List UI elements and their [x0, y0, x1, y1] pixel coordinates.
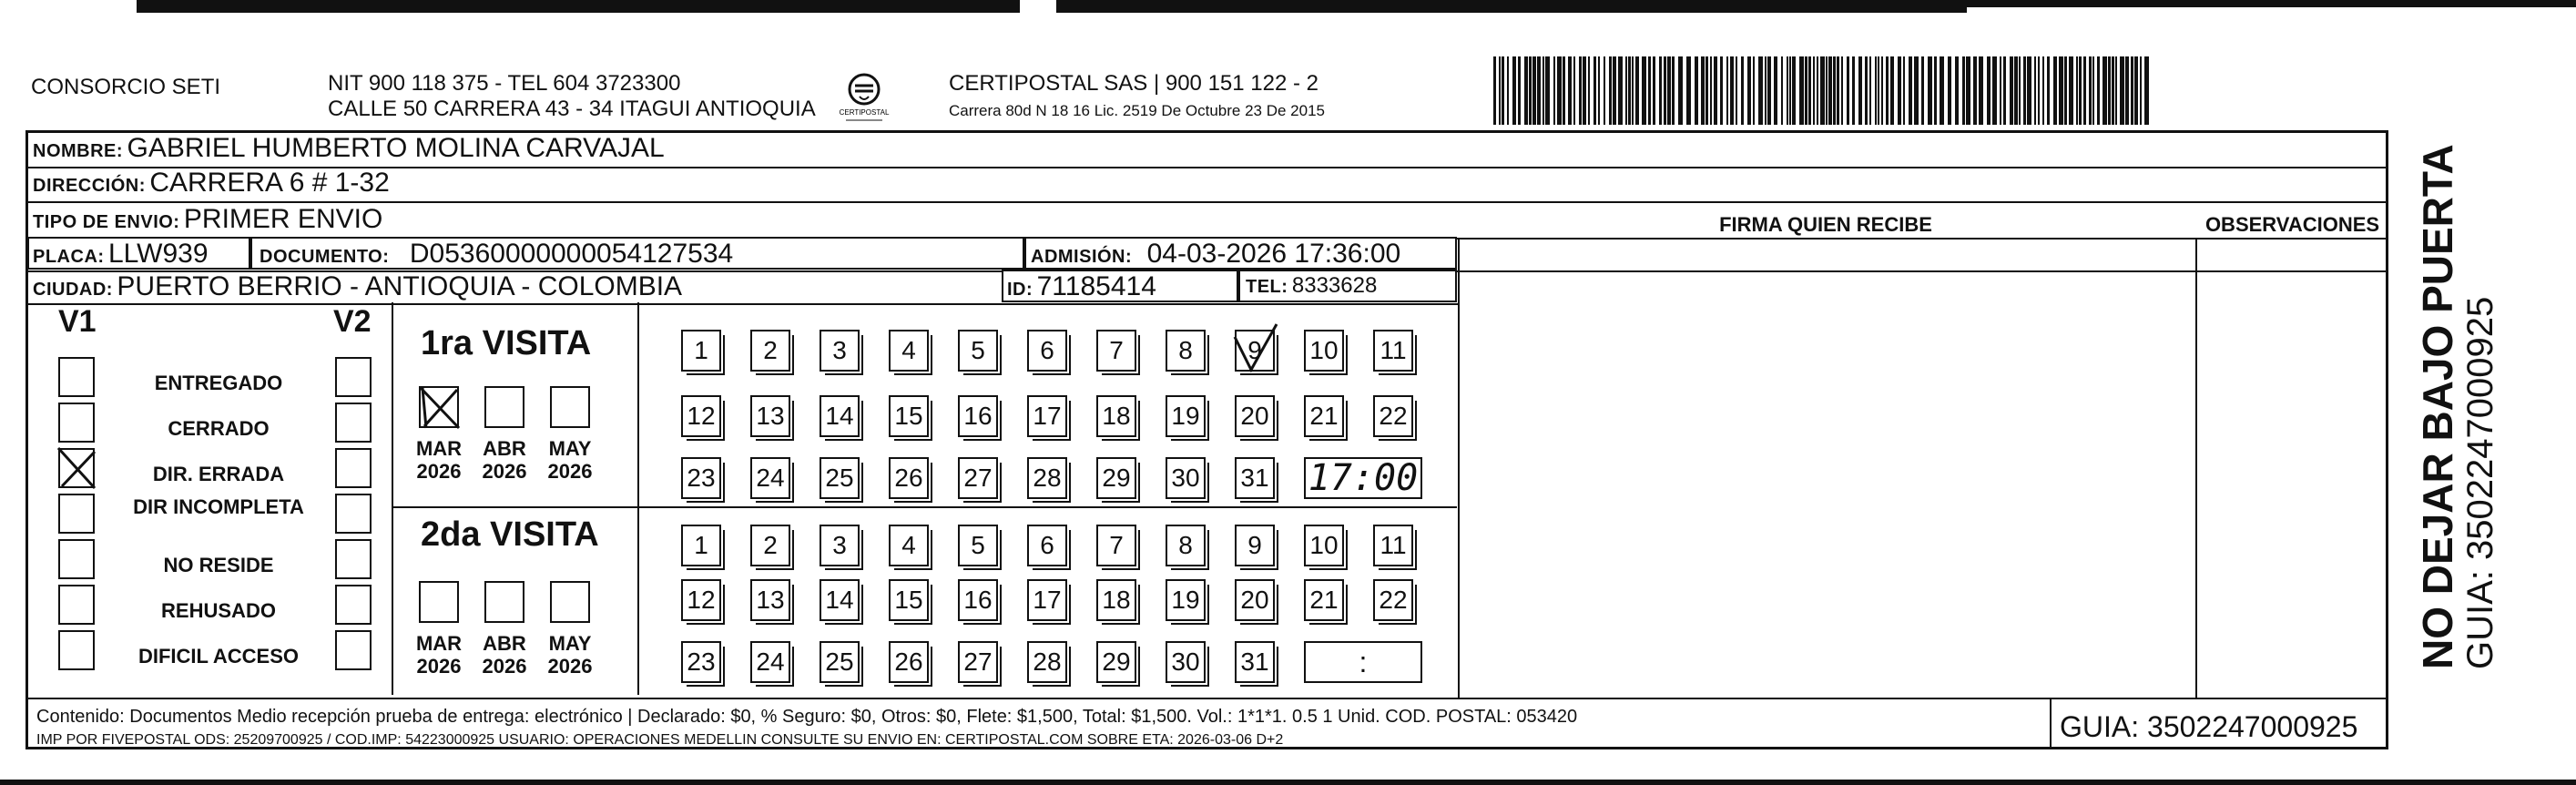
admision-row: [1031, 239, 1400, 270]
reason-label: DIR INCOMPLETA: [133, 495, 304, 518]
ciudad-value: PUERTO BERRIO - ANTIOQUIA - COLOMBIA: [117, 271, 683, 301]
v1-checkbox[interactable]: [58, 357, 95, 397]
barcode-bar: [1604, 56, 1605, 125]
day-checkbox[interactable]: 6: [1027, 330, 1067, 372]
barcode-bar: [1499, 56, 1501, 125]
barcode-bar: [1979, 56, 1983, 125]
v2-checkbox[interactable]: [335, 448, 372, 488]
barcode-bar: [2140, 56, 2142, 125]
id-label: ID:: [1007, 280, 1033, 300]
observaciones-header: OBSERVACIONES: [2204, 213, 2380, 236]
day-checkbox[interactable]: 14: [820, 395, 860, 437]
footer-contenido: Contenido: Documentos Medio recepción prueba de entrega: electrónico | Declarado: $0, % Seguro: $0, Otros: $0, Flete: $1,500, Total: $1,500. Vol.: 1*1*1. 0.5 1 Unid. COD. POSTAL: 053420: [36, 707, 1578, 727]
month-name: MAR: [415, 437, 463, 460]
placa-label: PLACA:: [33, 247, 105, 267]
barcode-bar: [2125, 56, 2129, 125]
barcode-bar: [1928, 56, 1932, 125]
day-checkbox[interactable]: 1: [681, 525, 721, 566]
barcode-bar: [1642, 56, 1646, 125]
barcode-bar: [1613, 56, 1616, 125]
v1-checkbox[interactable]: [58, 494, 95, 534]
month-checkbox[interactable]: [484, 386, 524, 428]
day-checkbox[interactable]: 11: [1373, 525, 1413, 566]
barcode-bar: [1512, 56, 1516, 125]
day-checkbox[interactable]: 4: [889, 525, 929, 566]
month-label: [477, 632, 532, 678]
barcode-bar: [1598, 56, 1600, 125]
ciudad-row: [33, 271, 682, 302]
barcode-bar: [1632, 56, 1634, 125]
barcode-bar: [2014, 56, 2018, 125]
day-checkbox[interactable]: 5: [958, 330, 998, 372]
barcode-bar: [1799, 56, 1804, 125]
barcode-bar: [1618, 56, 1623, 125]
barcode-bar: [2076, 56, 2078, 125]
month-name: MAY: [548, 437, 592, 460]
barcode-bar: [1557, 56, 1562, 125]
barcode-bar: [2134, 56, 2138, 125]
nombre-label: NOMBRE:: [33, 141, 124, 161]
day-checkbox[interactable]: 20: [1235, 579, 1275, 621]
firma-header: FIRMA QUIEN RECIBE: [1719, 213, 1932, 236]
nombre-row: [33, 133, 665, 164]
day-checkbox[interactable]: 12: [681, 579, 721, 621]
barcode-bar: [1869, 56, 1871, 125]
barcode-bar: [1973, 56, 1977, 125]
day-checkbox[interactable]: 27: [958, 457, 998, 499]
day-checkbox[interactable]: 26: [889, 641, 929, 683]
v2-checkbox[interactable]: [335, 630, 372, 670]
month-checkbox[interactable]: [550, 581, 590, 623]
barcode-bar: [1817, 56, 1818, 125]
barcode-bar: [1664, 56, 1666, 125]
day-checkbox[interactable]: 15: [889, 395, 929, 437]
barcode-bar: [1710, 56, 1712, 125]
day-checkbox[interactable]: 8: [1166, 525, 1206, 566]
month-checkbox[interactable]: [484, 581, 524, 623]
visit1-title: 1ra VISITA: [421, 324, 592, 362]
barcode-bar: [1653, 56, 1655, 125]
day-checkbox[interactable]: 31: [1235, 641, 1275, 683]
barcode-bar: [1826, 56, 1828, 125]
documento-label: DOCUMENTO:: [260, 247, 390, 267]
day-checkbox[interactable]: 30: [1166, 641, 1206, 683]
barcode-bar: [1573, 56, 1575, 125]
company-name: CONSORCIO SETI: [31, 75, 221, 99]
barcode-bar: [2069, 56, 2073, 125]
barcode-bar: [1847, 56, 1849, 125]
tipo-envio-label: TIPO DE ENVIO:: [33, 212, 180, 232]
id-value: 71185414: [1036, 271, 1156, 301]
barcode-bar: [1765, 56, 1767, 125]
barcode-bar: [1858, 56, 1862, 125]
certipostal-name: CERTIPOSTAL SAS | 900 151 122 - 2: [949, 71, 1319, 96]
barcode-bar: [2027, 56, 2031, 125]
barcode-bar: [2003, 56, 2006, 125]
day-checkbox[interactable]: 26: [889, 457, 929, 499]
barcode-bar: [1852, 56, 1855, 125]
ciudad-label: CIUDAD:: [33, 280, 113, 300]
barcode-bar: [1493, 56, 1496, 125]
barcode-bar: [2083, 56, 2086, 125]
v2-checkbox[interactable]: [335, 585, 372, 625]
barcode-bar: [1940, 56, 1944, 125]
month-year: 2026: [416, 460, 462, 483]
barcode-bar: [1667, 56, 1671, 125]
logo-text: CERTIPOSTAL: [839, 108, 890, 117]
tel-value: 8333628: [1291, 273, 1378, 298]
placa-row: [33, 239, 209, 270]
v1-checkbox[interactable]: [58, 403, 95, 443]
day-checkbox[interactable]: 2: [750, 330, 790, 372]
barcode-bar: [1532, 56, 1536, 125]
v2-header: V2: [333, 304, 372, 339]
barcode-bar: [1583, 56, 1586, 125]
barcode-bar: [1898, 56, 1901, 125]
barcode-bar: [2053, 56, 2057, 125]
day-checkbox[interactable]: 18: [1096, 395, 1136, 437]
barcode-bar: [1726, 56, 1728, 125]
day-checkbox[interactable]: 28: [1027, 641, 1067, 683]
barcode-bar: [1948, 56, 1951, 125]
month-year: 2026: [416, 655, 462, 678]
month-name: ABR: [483, 632, 526, 655]
day-checkbox[interactable]: 24: [750, 457, 790, 499]
barcode-bar: [1787, 56, 1788, 125]
day-checkbox[interactable]: 18: [1096, 579, 1136, 621]
day-checkbox[interactable]: 11: [1373, 330, 1413, 372]
v1-checkbox[interactable]: [58, 630, 95, 670]
barcode-bar: [1808, 56, 1811, 125]
barcode-bar: [1563, 56, 1565, 125]
day-checkbox[interactable]: 10: [1304, 330, 1344, 372]
barcode-bar: [2059, 56, 2063, 125]
barcode-bar: [1701, 56, 1705, 125]
day-checkbox[interactable]: 22: [1373, 395, 1413, 437]
barcode-bar: [1579, 56, 1582, 125]
barcode-bar: [2115, 56, 2117, 125]
barcode-bar: [1767, 56, 1771, 125]
barcode-bar: [2089, 56, 2092, 125]
day-checkbox[interactable]: 16: [958, 395, 998, 437]
barcode-bar: [2019, 56, 2021, 125]
day-checkbox[interactable]: 19: [1166, 579, 1206, 621]
v2-checkbox[interactable]: [335, 494, 372, 534]
reason-label: REHUSADO: [161, 599, 276, 622]
day-checkbox[interactable]: 4: [889, 330, 929, 372]
v1-header: V1: [58, 304, 97, 339]
direccion-row: [33, 168, 390, 199]
barcode-bar: [1635, 56, 1639, 125]
footer-imp: IMP POR FIVEPOSTAL ODS: 25209700925 / COD.IMP: 54223000925 USUARIO: OPERACIONES MEDELLIN CONSULTE SU ENVIO EN: CERTIPOSTAL.COM SOBRE ETA: 2026-03-06 D+2: [36, 732, 1284, 748]
barcode-bar: [1805, 56, 1807, 125]
month-checkbox[interactable]: [419, 581, 459, 623]
side-warning: NO DEJAR BAJO PUERTA: [2414, 144, 2461, 669]
barcode-bar: [1502, 56, 1504, 125]
month-name: MAR: [415, 632, 463, 655]
certipostal-logo: [832, 67, 896, 127]
barcode-bar: [1628, 56, 1631, 125]
v1-checkbox[interactable]: [58, 448, 95, 488]
barcode-bar: [1921, 56, 1924, 125]
barcode-bar: [1934, 56, 1937, 125]
barcode-bar: [1545, 56, 1550, 125]
barcode-bar: [1705, 56, 1708, 125]
barcode-bar: [1730, 56, 1734, 125]
day-checkbox[interactable]: 17: [1027, 395, 1067, 437]
barcode-bar: [1987, 56, 1991, 125]
documento-value: D05360000000054127534: [409, 239, 734, 269]
day-checkbox[interactable]: 1: [681, 330, 721, 372]
barcode: [1493, 56, 2149, 125]
barcode-bar: [1909, 56, 1912, 125]
day-checkbox[interactable]: 13: [750, 579, 790, 621]
barcode-bar: [1543, 56, 1544, 125]
barcode-bar: [2120, 56, 2124, 125]
day-checkbox[interactable]: 20: [1235, 395, 1275, 437]
day-checkbox[interactable]: 29: [1096, 641, 1136, 683]
barcode-bar: [2131, 56, 2133, 125]
time-field[interactable]: :: [1304, 641, 1422, 683]
day-checkbox[interactable]: 25: [820, 641, 860, 683]
day-checkbox[interactable]: 23: [681, 457, 721, 499]
barcode-bar: [1741, 56, 1744, 125]
v2-checkbox[interactable]: [335, 403, 372, 443]
reason-label: DIR. ERRADA: [152, 463, 285, 485]
day-checkbox[interactable]: 2: [750, 525, 790, 566]
barcode-bar: [2010, 56, 2013, 125]
barcode-bar: [1962, 56, 1965, 125]
day-checkbox[interactable]: 28: [1027, 457, 1067, 499]
day-checkbox[interactable]: 3: [820, 525, 860, 566]
day-checkbox[interactable]: 21: [1304, 579, 1344, 621]
v2-checkbox[interactable]: [335, 357, 372, 397]
barcode-bar: [2079, 56, 2082, 125]
day-checkbox[interactable]: 12: [681, 395, 721, 437]
admision-label: ADMISIÓN:: [1031, 247, 1133, 267]
day-checkbox[interactable]: 9: [1235, 525, 1275, 566]
direccion-value: CARRERA 6 # 1-32: [149, 168, 390, 198]
day-checkbox[interactable]: 23: [681, 641, 721, 683]
barcode-bar: [1678, 56, 1683, 125]
day-checkbox[interactable]: 6: [1027, 525, 1067, 566]
barcode-bar: [1609, 56, 1612, 125]
barcode-bar: [1593, 56, 1596, 125]
barcode-bar: [1865, 56, 1868, 125]
month-label: [543, 632, 597, 678]
barcode-bar: [2042, 56, 2044, 125]
day-checkbox[interactable]: 25: [820, 457, 860, 499]
barcode-bar: [1792, 56, 1796, 125]
barcode-bar: [1568, 56, 1572, 125]
barcode-bar: [1828, 56, 1832, 125]
bottom-border-bar: [0, 780, 2576, 785]
barcode-bar: [1841, 56, 1843, 125]
barcode-bar: [2112, 56, 2114, 125]
day-checkbox[interactable]: 27: [958, 641, 998, 683]
month-checkbox[interactable]: [419, 386, 459, 428]
v1-checkbox[interactable]: [58, 539, 95, 579]
barcode-bar: [1648, 56, 1651, 125]
barcode-bar: [1672, 56, 1675, 125]
barcode-bar: [1758, 56, 1763, 125]
day-checkbox[interactable]: 7: [1096, 330, 1136, 372]
barcode-bar: [1625, 56, 1627, 125]
barcode-bar: [1720, 56, 1723, 125]
tipo-envio-row: [33, 204, 382, 235]
barcode-bar: [1537, 56, 1541, 125]
barcode-bar: [1955, 56, 1959, 125]
reason-label: ENTREGADO: [154, 372, 283, 394]
reason-label: CERRADO: [168, 417, 270, 440]
barcode-bar: [1992, 56, 1997, 125]
barcode-bar: [2092, 56, 2094, 125]
documento-row: [260, 239, 733, 270]
month-checkbox[interactable]: [550, 386, 590, 428]
barcode-bar: [2000, 56, 2001, 125]
barcode-bar: [1886, 56, 1889, 125]
month-year: 2026: [547, 460, 593, 483]
placa-value: LLW939: [108, 239, 209, 269]
day-checkbox[interactable]: 3: [820, 330, 860, 372]
barcode-bar: [1813, 56, 1815, 125]
barcode-bar: [1588, 56, 1590, 125]
day-checkbox[interactable]: 9: [1235, 330, 1275, 372]
barcode-bar: [1686, 56, 1691, 125]
day-checkbox[interactable]: 8: [1166, 330, 1206, 372]
day-checkbox[interactable]: 14: [820, 579, 860, 621]
tel-label: TEL:: [1246, 277, 1288, 297]
barcode-bar: [2038, 56, 2040, 125]
nombre-value: GABRIEL HUMBERTO MOLINA CARVAJAL: [127, 133, 665, 163]
day-checkbox[interactable]: 30: [1166, 457, 1206, 499]
barcode-bar: [1553, 56, 1555, 125]
day-checkbox[interactable]: 15: [889, 579, 929, 621]
divider-checklist: [392, 302, 393, 695]
barcode-bar: [1529, 56, 1532, 125]
direccion-label: DIRECCIÓN:: [33, 176, 146, 196]
day-checkbox[interactable]: 13: [750, 395, 790, 437]
tipo-envio-value: PRIMER ENVIO: [183, 204, 383, 234]
barcode-bar: [1789, 56, 1791, 125]
day-checkbox[interactable]: 19: [1166, 395, 1206, 437]
month-name: ABR: [483, 437, 526, 460]
barcode-bar: [1820, 56, 1825, 125]
barcode-bar: [1781, 56, 1783, 125]
barcode-bar: [1518, 56, 1521, 125]
divider-visits: [392, 506, 1457, 508]
month-year: 2026: [482, 460, 527, 483]
side-guia: GUIA: 3502247000925: [2460, 296, 2500, 669]
barcode-bar: [2047, 56, 2050, 125]
day-checkbox[interactable]: 24: [750, 641, 790, 683]
footer-guia: GUIA: 3502247000925: [2060, 710, 2358, 743]
nit-line: NIT 900 118 375 - TEL 604 3723300: [328, 71, 681, 96]
top-border-bar: [0, 0, 2576, 13]
barcode-bar: [1914, 56, 1919, 125]
month-label: [543, 437, 597, 483]
month-label: [412, 437, 466, 483]
day-checkbox[interactable]: 17: [1027, 579, 1067, 621]
month-name: MAY: [548, 632, 592, 655]
barcode-bar: [2064, 56, 2067, 125]
side-text: [2415, 144, 2500, 669]
day-checkbox[interactable]: 5: [958, 525, 998, 566]
time-field[interactable]: 17:00: [1304, 457, 1422, 499]
barcode-bar: [1747, 56, 1751, 125]
divider-months: [637, 302, 639, 695]
barcode-bar: [2023, 56, 2026, 125]
barcode-bar: [1890, 56, 1894, 125]
day-checkbox[interactable]: 21: [1304, 395, 1344, 437]
day-checkbox[interactable]: 10: [1304, 525, 1344, 566]
barcode-bar: [1753, 56, 1755, 125]
barcode-bar: [2144, 56, 2149, 125]
barcode-bar: [1966, 56, 1970, 125]
month-year: 2026: [482, 655, 527, 678]
month-label: [412, 632, 466, 678]
id-row: [1007, 271, 1156, 302]
barcode-bar: [1878, 56, 1879, 125]
reason-label: DIFICIL ACCESO: [137, 645, 299, 668]
month-year: 2026: [547, 655, 593, 678]
visit2-title: 2da VISITA: [421, 515, 599, 554]
barcode-bar: [1875, 56, 1877, 125]
v1-checkbox[interactable]: [58, 585, 95, 625]
day-checkbox[interactable]: 22: [1373, 579, 1413, 621]
barcode-bar: [2034, 56, 2036, 125]
admision-value: 04-03-2026 17:36:00: [1146, 239, 1401, 269]
barcode-bar: [1524, 56, 1528, 125]
day-checkbox[interactable]: 29: [1096, 457, 1136, 499]
barcode-bar: [2103, 56, 2107, 125]
barcode-bar: [2108, 56, 2111, 125]
barcode-bar: [2097, 56, 2100, 125]
certipostal-license: Carrera 80d N 18 16 Lic. 2519 De Octubre 23 De 2015: [949, 102, 1325, 119]
tel-row: [1246, 273, 1377, 299]
reason-label: NO RESIDE: [163, 554, 274, 576]
barcode-bar: [1774, 56, 1777, 125]
day-checkbox[interactable]: 7: [1096, 525, 1136, 566]
barcode-bar: [1507, 56, 1509, 125]
v2-checkbox[interactable]: [335, 539, 372, 579]
barcode-bar: [1833, 56, 1836, 125]
barcode-bar: [1659, 56, 1662, 125]
month-label: [477, 437, 532, 483]
barcode-bar: [1714, 56, 1717, 125]
barcode-bar: [1837, 56, 1839, 125]
day-checkbox[interactable]: 16: [958, 579, 998, 621]
address-line: CALLE 50 CARRERA 43 - 34 ITAGUI ANTIOQUIA: [328, 97, 816, 121]
barcode-bar: [1695, 56, 1698, 125]
day-checkbox[interactable]: 31: [1235, 457, 1275, 499]
barcode-bar: [1881, 56, 1883, 125]
barcode-bar: [1903, 56, 1905, 125]
barcode-bar: [1736, 56, 1737, 125]
